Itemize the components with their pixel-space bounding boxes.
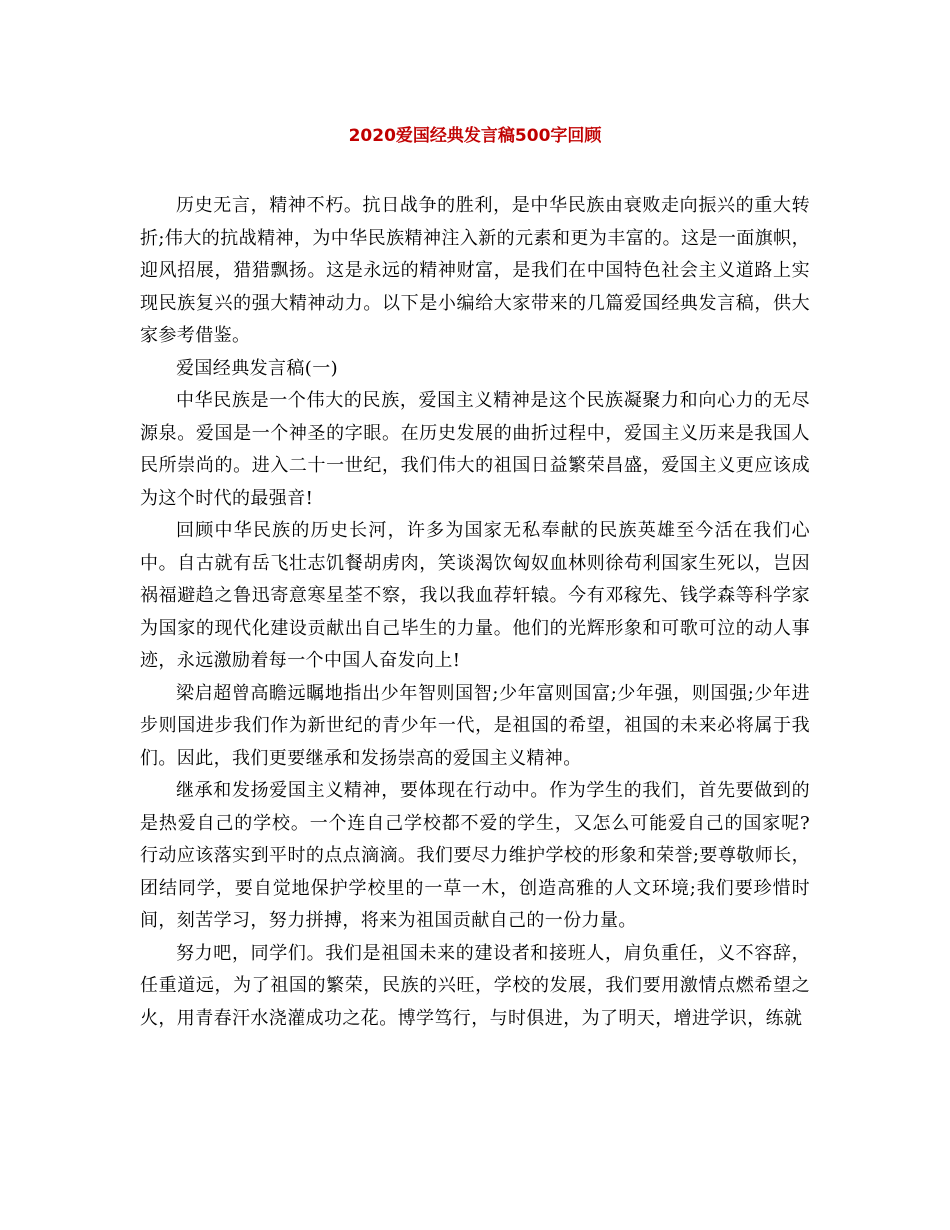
intro-paragraph: 历史无言，精神不朽。抗日战争的胜利，是中华民族由衰败走向振兴的重大转折;伟大的抗战精神，为中华民族精神注入新的元素和更为丰富的。这是一面旗帜，迎风招展，猎猎飘扬。这是永远的精神财富，是我们在中国特色社会主义道路上实现民族复兴的强大精神动力。以下是小编给大家带来的几篇爱国经典发言稿，供大家参考借鉴。 [140,195,810,346]
document-body [140,190,810,1035]
body-paragraph: 努力吧，同学们。我们是祖国未来的建设者和接班人，肩负重任，义不容辞，任重道远，为了祖国的繁荣，民族的兴旺，学校的发展，我们要用激情点燃希望之火，用青春汗水浇灌成功之花。博学笃行，与时俱进，为了明天，增进学识，练就 [140,942,810,1029]
body-paragraph: 继承和发扬爱国主义精神，要体现在行动中。作为学生的我们，首先要做到的是热爱自己的学校。一个连自己学校都不爱的学生，又怎么可能爱自己的国家呢?行动应该落实到平时的点点滴滴。我们要尽力维护学校的形象和荣誉;要尊敬师长，团结同学，要自觉地保护学校里的一草一木，创造高雅的人文环境;我们要珍惜时间，刻苦学习，努力拼搏，将来为祖国贡献自己的一份力量。 [140,780,810,931]
document-title: 2020爱国经典发言稿500字回顾 [348,126,602,146]
body-paragraph: 中华民族是一个伟大的民族，爱国主义精神是这个民族凝聚力和向心力的无尽源泉。爱国是一个神圣的字眼。在历史发展的曲折过程中，爱国主义历来是我国人民所崇尚的。进入二十一世纪，我们伟大的祖国日益繁荣昌盛，爱国主义更应该成为这个时代的最强音! [140,390,810,509]
body-paragraph: 回顾中华民族的历史长河，许多为国家无私奉献的民族英雄至今活在我们心中。自古就有岳飞壮志饥餐胡虏肉，笑谈渴饮匈奴血林则徐苟利国家生死以，岂因祸福避趋之鲁迅寄意寒星荃不察，我以我血荐轩辕。今有邓稼先、钱学森等科学家为国家的现代化建设贡献出自己毕生的力量。他们的光辉形象和可歌可泣的动人事迹，永远激励着每一个中国人奋发向上! [140,520,810,671]
body-paragraph: 梁启超曾高瞻远瞩地指出少年智则国智;少年富则国富;少年强，则国强;少年进步则国进步我们作为新世纪的青少年一代，是祖国的希望，祖国的未来必将属于我们。因此，我们更要继承和发扬崇高的爱国主义精神。 [140,682,810,769]
section-heading: 爱国经典发言稿(一) [176,357,339,379]
